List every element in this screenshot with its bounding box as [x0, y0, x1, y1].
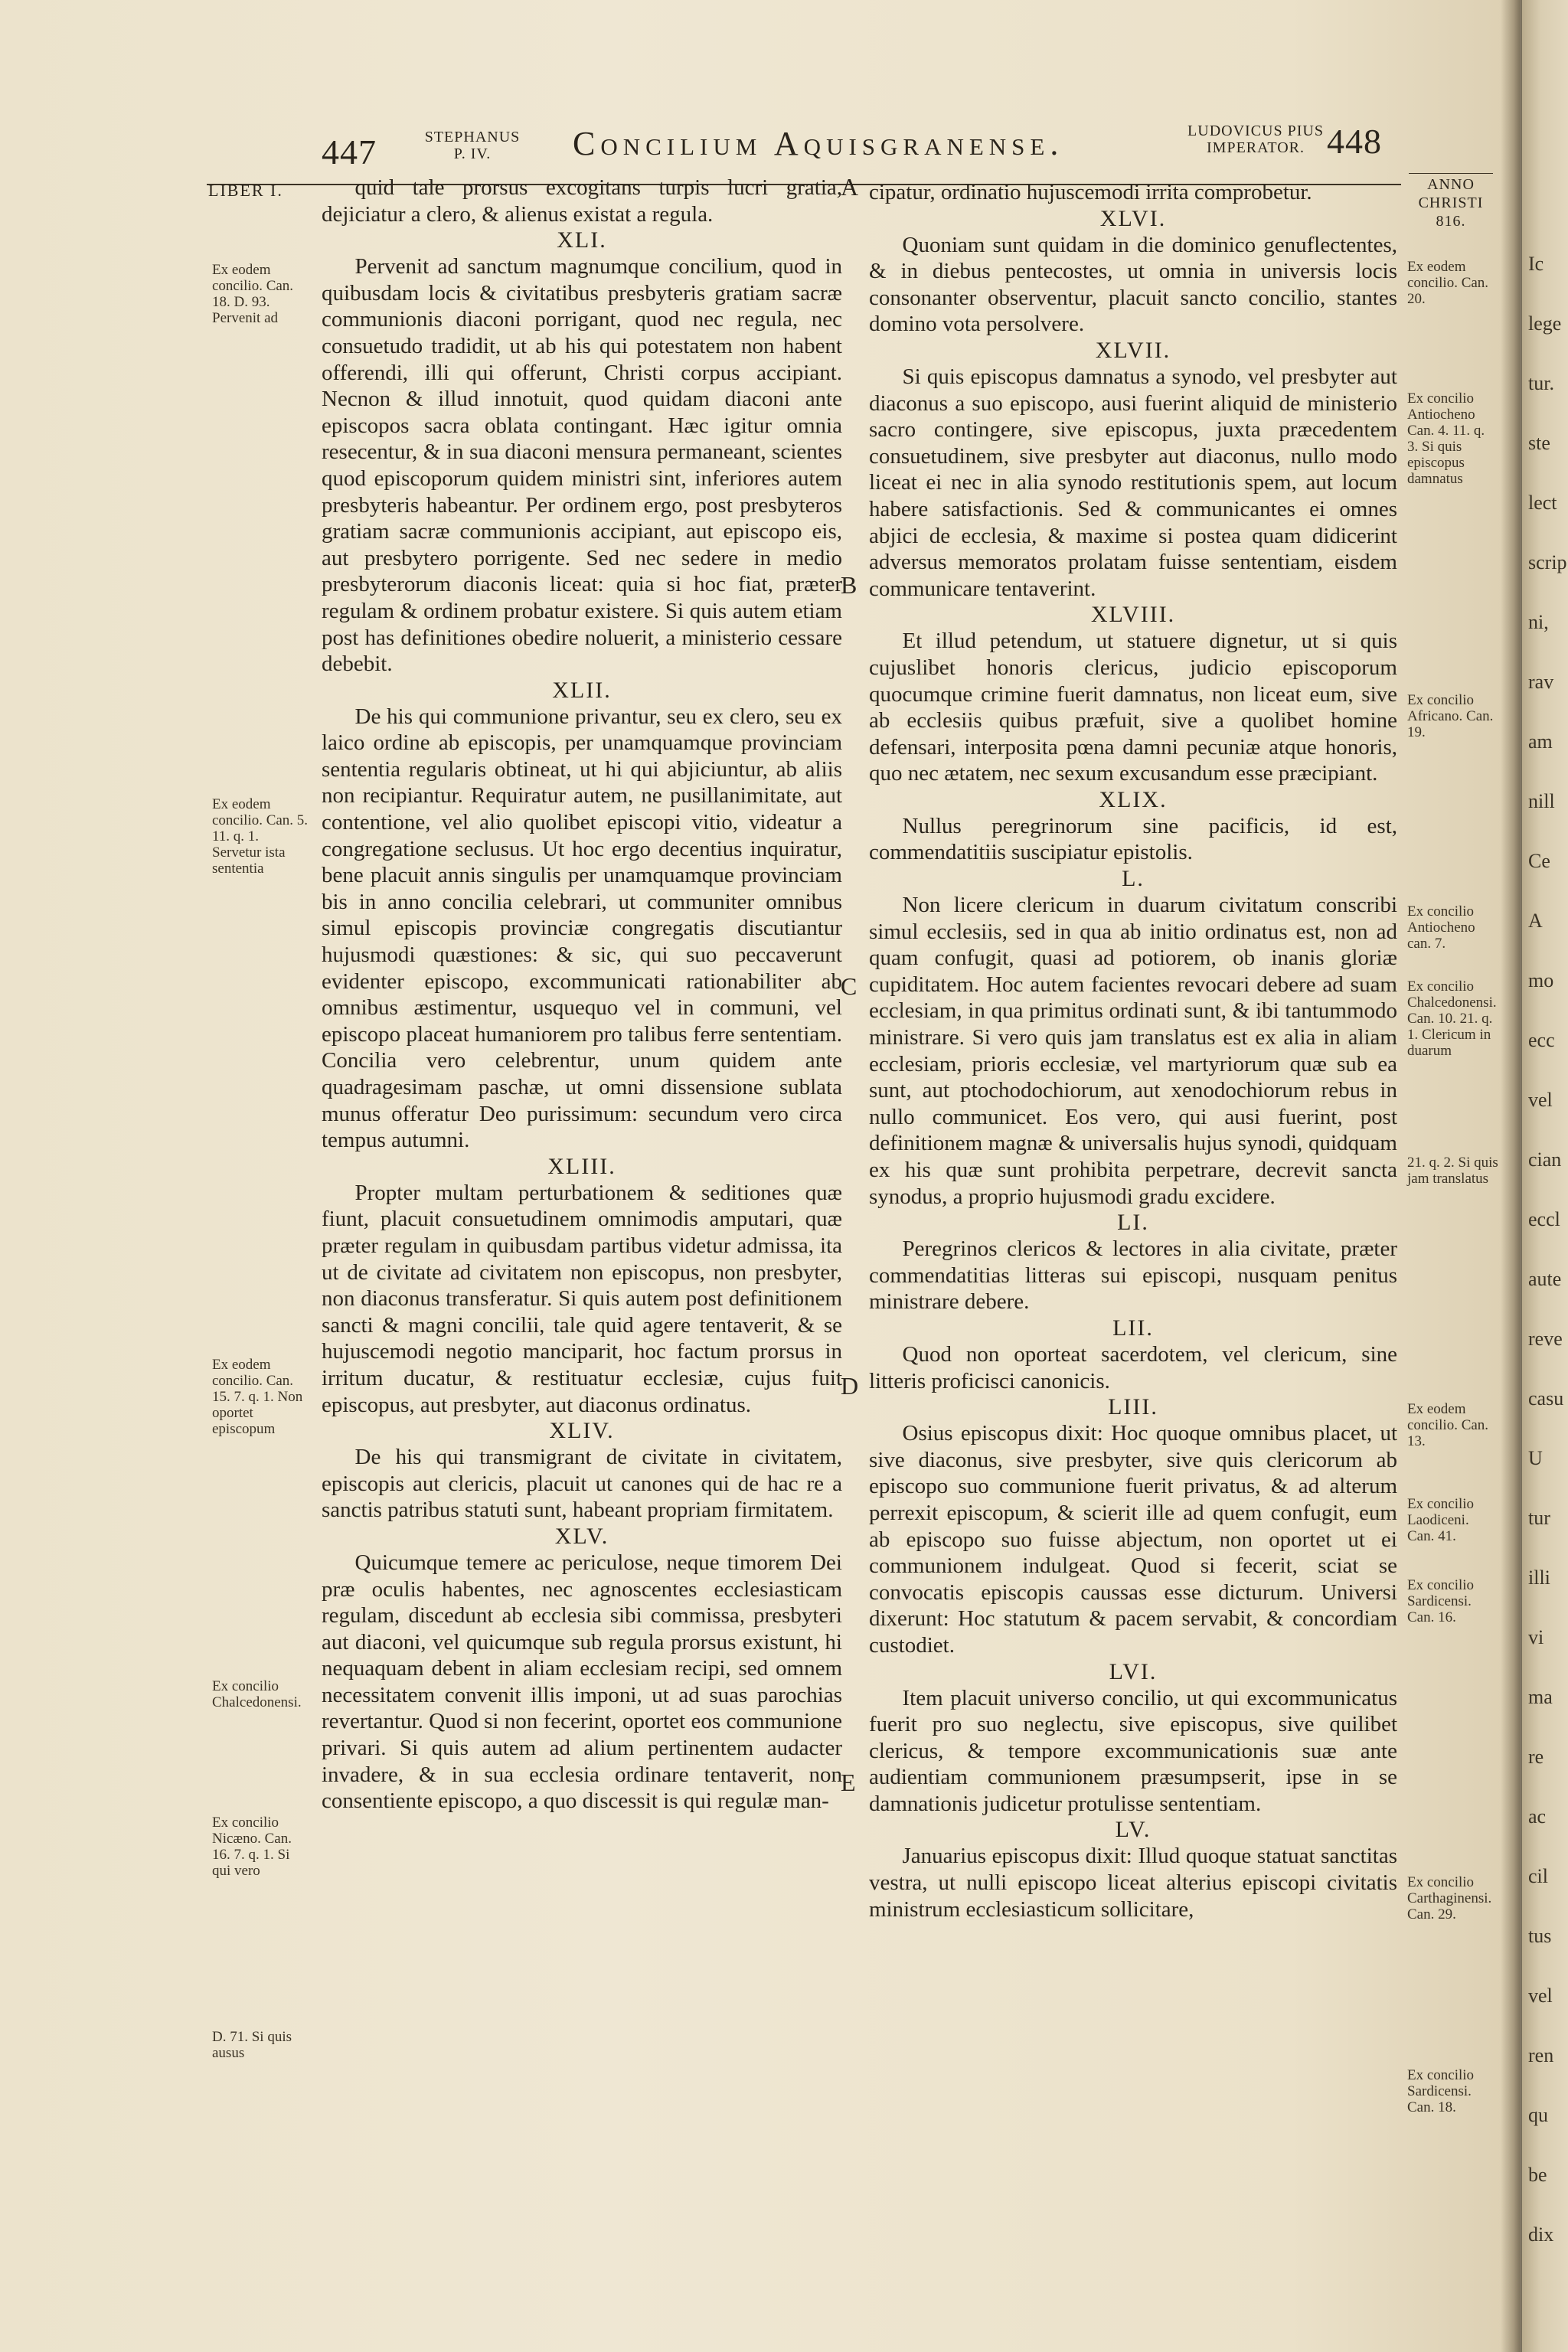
- canon-heading: LVI.: [1109, 1658, 1158, 1684]
- adjacent-page-fragment: rav: [1528, 671, 1554, 693]
- margin-note-right: Ex concilio Laodiceni. Can. 41.: [1407, 1496, 1475, 1544]
- adjacent-page-fragment: tus: [1528, 1925, 1552, 1947]
- canon-heading: XLVI.: [1099, 205, 1167, 231]
- page-number-right: 448: [1327, 122, 1382, 161]
- canon-heading: XLV.: [554, 1523, 609, 1549]
- adjacent-page-fragment: lege: [1528, 312, 1562, 335]
- adjacent-page-fragment: aute: [1528, 1268, 1562, 1290]
- adjacent-page-fragment: Ce: [1528, 850, 1550, 872]
- canon-heading: XLVII.: [1095, 337, 1171, 363]
- running-head-right-line1: LUDOVICUS PIUS: [1187, 122, 1324, 139]
- margin-note-right: Ex concilio Sardicensi. Can. 18.: [1407, 2067, 1475, 2115]
- adjacent-page-fragment: be: [1528, 2164, 1547, 2186]
- canon-paragraph: Et illud petendum, ut statuere dignetur, ut si quis cujuslibet honoris clericus, judicio episcoporum quocumque crimine fuerit damnatus, non liceat eum, sive ab ecclesiis quibus præfuit, sive a quolibet homine defensari, interposita pœna damni pecuniæ atque honoris, quo nec ætatem, nec sexum excusandum esse præcipiant.: [869, 629, 1397, 786]
- adjacent-page-fragment: lect: [1528, 492, 1557, 514]
- canon-paragraph: Quod non oporteat sacerdotem, vel clericum, sine litteris proficisci canonicis.: [869, 1341, 1397, 1393]
- liber-label: LIBER I.: [208, 181, 283, 200]
- adjacent-page-fragment: casu: [1528, 1387, 1564, 1410]
- adjacent-page-fragment: ac: [1528, 1805, 1547, 1828]
- page-number-left: 447: [322, 132, 377, 172]
- canon-heading: XLIX.: [1099, 786, 1168, 812]
- margin-note-right: Ex concilio Africano. Can. 19.: [1407, 692, 1494, 740]
- anno-line3: 816.: [1436, 213, 1466, 230]
- adjacent-page-fragment: ecc: [1528, 1029, 1555, 1051]
- margin-note-right: 21. q. 2. Si quis jam translatus: [1407, 1155, 1498, 1187]
- canon-paragraph: Januarius episcopus dixit: Illud quoque statuat sanctitas vestra, ut nulli episcopo liceat alterius episcopi civitatis ministrum ecclesiasticum sollicitare,: [869, 1844, 1397, 1922]
- margin-note-right: Ex concilio Antiocheno can. 7.: [1407, 903, 1475, 952]
- margin-note-left: Ex concilio Nicæno. Can. 16. 7. q. 1. Si qui vero: [212, 1815, 292, 1879]
- adjacent-page-fragment: mo: [1528, 969, 1554, 991]
- margin-note-left: Ex eodem concilio. Can. 15. 7. q. 1. Non oportet episcopum: [212, 1357, 303, 1437]
- adjacent-page-fragment: vel: [1528, 1984, 1553, 2007]
- section-marker: E: [841, 1769, 856, 1796]
- section-marker: B: [841, 571, 858, 599]
- canon-paragraph: Non licere clericum in duarum civitatum conscribi simul ecclesiis, sed in qua ab initio ordinatus est, non ad quam confugit, quasi ad potiorem, ob inanis gloriæ cupiditatem. Hoc autem facientes revocari debere ad suam ecclesiam, in qua primitus ordinati sunt, & ibi tantummodo ministrare. Si vero quis jam translatus est ex alia in aliam ecclesiam, prioris ecclesiæ, vel martyriorum quæ sub ea sunt, aut ptochodochiorum, aut xenodochiorum rebus in nullo communicet. Eos vero, qui ausi fuerint, post definitionem magnæ & universalis hujus synodi, quidquam ex his quæ sunt prohibita perpetrare, decrevit sancta synodus, a proprio hujusmodi gradu excidere.: [869, 893, 1397, 1209]
- page-title: Concilium Aquisgranense.: [573, 125, 1064, 162]
- margin-note-left: D. 71. Si quis ausus: [212, 2029, 292, 2061]
- adjacent-page-fragment: ren: [1528, 2044, 1554, 2066]
- right-text-column: [869, 179, 1397, 1922]
- adjacent-page-fragment: cian: [1528, 1148, 1562, 1171]
- canon-heading: XLVIII.: [1090, 602, 1176, 628]
- section-marker: A: [841, 173, 859, 201]
- adjacent-page-fragment: am: [1528, 730, 1553, 753]
- margin-note-right: Ex eodem concilio. Can. 13.: [1407, 1401, 1489, 1449]
- margin-note-right: Ex eodem concilio. Can. 20.: [1407, 259, 1489, 307]
- anno-christi-box: [1409, 173, 1493, 230]
- canon-heading: LIII.: [1108, 1394, 1158, 1420]
- anno-line1: ANNO: [1409, 173, 1493, 194]
- canon-paragraph: cipatur, ordinatio hujuscemodi irrita comprobetur.: [869, 180, 1312, 204]
- adjacent-page-fragment: vi: [1528, 1626, 1544, 1648]
- adjacent-page-fragment: scrip: [1528, 551, 1567, 573]
- adjacent-page-fragment: A: [1528, 910, 1543, 932]
- section-marker: C: [841, 972, 858, 1000]
- adjacent-page-fragment: eccl: [1528, 1208, 1560, 1230]
- anno-line2: CHRISTI: [1418, 194, 1484, 211]
- margin-note-left: Ex eodem concilio. Can. 5. 11. q. 1. Servetur ista sententia: [212, 796, 309, 877]
- canon-heading: LII.: [1112, 1315, 1154, 1341]
- margin-note-left: Ex eodem concilio. Can. 18. D. 93. Pervenit ad: [212, 262, 294, 326]
- margin-note-right: Ex concilio Antiocheno Can. 4. 11. q. 3. Si quis episcopus damnatus: [1407, 390, 1485, 487]
- canon-heading: L.: [1122, 866, 1145, 892]
- adjacent-page-fragment: illi: [1528, 1566, 1550, 1589]
- canon-paragraph: Peregrinos clericos & lectores in alia civitate, præter commendatitias litteras sui episcopi, nusquam penitus ministrare debere.: [869, 1236, 1397, 1315]
- adjacent-page-fragment: cil: [1528, 1865, 1548, 1887]
- adjacent-page-fragment: ma: [1528, 1686, 1553, 1708]
- running-head-right-line2: IMPERATOR.: [1207, 139, 1305, 156]
- canon-heading: XLI.: [557, 227, 607, 253]
- margin-note-right: Ex concilio Carthaginensi. Can. 29.: [1407, 1874, 1492, 1922]
- margin-note-right: Ex concilio Sardicensi. Can. 16.: [1407, 1577, 1475, 1625]
- canon-paragraph: Quicumque temere ac periculose, neque timorem Dei præ oculis habentes, nec agnoscentes ecclesiasticam regulam, discedunt ab ecclesia sibi commissa, presbyteri aut diaconi, vel quicumque sub regula prorsus existunt, hi nequaquam debent in aliam ecclesiam recipi, sed omnem necessitatem convenit illis imponi, ut ad suas parochias revertantur. Quod si non fecerint, oportet eos communione privari. Si quis autem ad alium pertinentem audacter invadere, & in sua ecclesia ordinare tentaverit, non consentiente episcopo, a quo discessit is qui regulæ man-: [322, 1550, 842, 1814]
- adjacent-page-fragment: vel: [1528, 1089, 1553, 1111]
- canon-paragraph: Osius episcopus dixit: Hoc quoque omnibus placet, ut sive diaconus, sive presbyter, sive quis clericorum ab episcopo suo communione fuerit privatus, & ad alterum perrexit episcopum, & scierit ille ad quem confugit, eum ab episcopo suo fuisse abjectum, non oportet ut ei communionem indulgeat. Quod si fecerit, sciat se convocatis episcopis caussas esse dicturum. Universi dixerunt: Hoc statutum & pacem servabit, & concordiam custodiet.: [869, 1421, 1397, 1658]
- running-head-right: [1175, 122, 1336, 156]
- canon-paragraph: quid tale prorsus excogitans turpis lucri gratia, dejiciatur a clero, & alienus existat a regula.: [322, 175, 842, 227]
- canon-paragraph: Pervenit ad sanctum magnumque concilium, quod in quibusdam locis & civitatibus presbyteris gratiam sacræ communionis diaconi porrigant, quod nec regula, nec consuetudo tradidit, ut ab his qui potestatem non habent offerendi, illi qui offerunt, Christi corpus accipiant. Necnon & illud innotuit, quod quidam diaconi ante episcopos sacra oblata contingant. Hæc igitur omnia resecentur, & in sua diaconi mensura permaneant, scientes quod episcoporum quidem ministri sint, inferiores autem presbyteris habeantur. Per ordinem ergo, post presbyteros gratiam sacræ communionis accipiant, aut episcopo eis, aut presbytero porrigente. Sed nec sedere in medio presbyterorum diaconis liceat: quia si hoc fiat, præter regulam & ordinem probatur existere. Si quis autem etiam post has definitiones obedire noluerit, a ministerio cessare debebit.: [322, 254, 842, 677]
- adjacent-page-fragment: tur: [1528, 1507, 1550, 1529]
- canon-heading: XLIV.: [549, 1418, 615, 1444]
- book-spine-shadow: [1501, 0, 1522, 2352]
- section-marker: D: [841, 1372, 859, 1400]
- canon-paragraph: Propter multam perturbationem & seditiones quæ fiunt, placuit consuetudinem omnimodis amputari, quæ præter regulam in quibusdam partibus videtur admissa, ita ut de civitate ad civitatem non episcopus, non presbyter, non diaconus transferatur. Si quis autem post definitionem sancti & magni concilii, tale quid agere tentaverit, & se hujuscemodi negotio manciparit, hoc factum prorsus in irritum ducatur, & restituatur ecclesiæ, cujus fuit episcopus, aut presbyter, aut diaconus ordinatus.: [322, 1180, 842, 1417]
- adjacent-page-fragment: qu: [1528, 2104, 1548, 2126]
- adjacent-page-fragment: U: [1528, 1447, 1543, 1469]
- adjacent-page-fragment: tur.: [1528, 372, 1554, 394]
- adjacent-page-edge: [1522, 0, 1568, 2352]
- running-head-left-line1: STEPHANUS: [424, 129, 521, 145]
- adjacent-page-fragment: reve: [1528, 1328, 1563, 1350]
- left-text-column: [322, 175, 842, 1815]
- adjacent-page-fragment: dix: [1528, 2223, 1554, 2246]
- canon-paragraph: Nullus peregrinorum sine pacificis, id est, commendatitiis suscipiatur epistolis.: [869, 813, 1397, 865]
- margin-note-left: Ex concilio Chalcedonensi.: [212, 1678, 302, 1710]
- adjacent-page-fragment: re: [1528, 1746, 1544, 1768]
- canon-heading: LV.: [1115, 1817, 1152, 1843]
- canon-paragraph: Quoniam sunt quidam in die dominico genuflectentes, & in diebus pentecostes, ut omnia in universis locis consonanter observentur, placuit sancto concilio, stantes domino vota persolvere.: [869, 232, 1397, 337]
- adjacent-page-fragment: nill: [1528, 790, 1555, 812]
- canon-paragraph: Si quis episcopus damnatus a synodo, vel presbyter aut diaconus a suo episcopo, ausi fuerint aliquid de ministerio sacro contingere, sive episcopus, juxta præcedentem consuetudinem, sive presbyter aut diaconus, nullo modo liceat ei nec in alia synodo restitutionis spem, aut locum habere satisfactionis. Sed & communicantes ei omnes abjici de ecclesia, & maxime si postea quam didicerint adversus memoratos prolatam fuisse sententiam, eisdem communicare tentaverint.: [869, 364, 1397, 601]
- canon-paragraph: De his qui communione privantur, seu ex clero, seu ex laico ordine ab episcopis, per unamquamque provinciam sententia regularis obtineat, ut hi qui abjiciuntur, ab aliis non recipiantur. Requiratur autem, ne pusillanimitate, aut contentione, vel alio quolibet episcopi vitio, videatur a congregatione seclusus. Ut hoc ergo decentius inquiratur, bene placuit annis singulis per unamquamque provinciam bis in anno concilia celebrari, ut communiter omnibus simul episcopis provinciæ congregatis discutiantur hujusmodi quæstiones: & sic, qui suo peccaverunt evidenter episcopo, excommunicati rationabiliter ab omnibus æstimentur, usquequo vel in communi, vel episcopo placeat humaniorem pro talibus ferre sententiam. Concilia vero celebrentur, unum quidem ante quadragesimam paschæ, ut omni dissensione sublata munus offeratur Deo purissimum: secundum vero circa tempus autumni.: [322, 704, 842, 1153]
- canon-heading: LI.: [1117, 1210, 1149, 1236]
- running-head-left-line2: P. IV.: [453, 145, 492, 162]
- canon-paragraph: De his qui transmigrant de civitate in civitatem, episcopis aut clericis, placuit ut canones qui de hac re a sanctis patribus statuti sunt, habeant propriam firmitatem.: [322, 1445, 842, 1523]
- running-head-left: [423, 129, 522, 162]
- adjacent-page-fragment: ni,: [1528, 611, 1549, 633]
- canon-heading: XLIII.: [547, 1153, 616, 1179]
- margin-note-right: Ex concilio Chalcedonensi. Can. 10. 21. q. 1. Clericum in duarum: [1407, 978, 1497, 1059]
- adjacent-page-fragment: ste: [1528, 432, 1550, 454]
- canon-heading: XLII.: [552, 677, 612, 703]
- canon-paragraph: Item placuit universo concilio, ut qui excommunicatus fuerit pro suo neglectu, sive episcopus, sive quilibet clericus, & tempore excommunicationis suæ ante audientiam communionem præsumpserit, ipse in se damnationis judicetur protulisse sententiam.: [869, 1685, 1397, 1816]
- adjacent-page-fragment: Ic: [1528, 253, 1544, 275]
